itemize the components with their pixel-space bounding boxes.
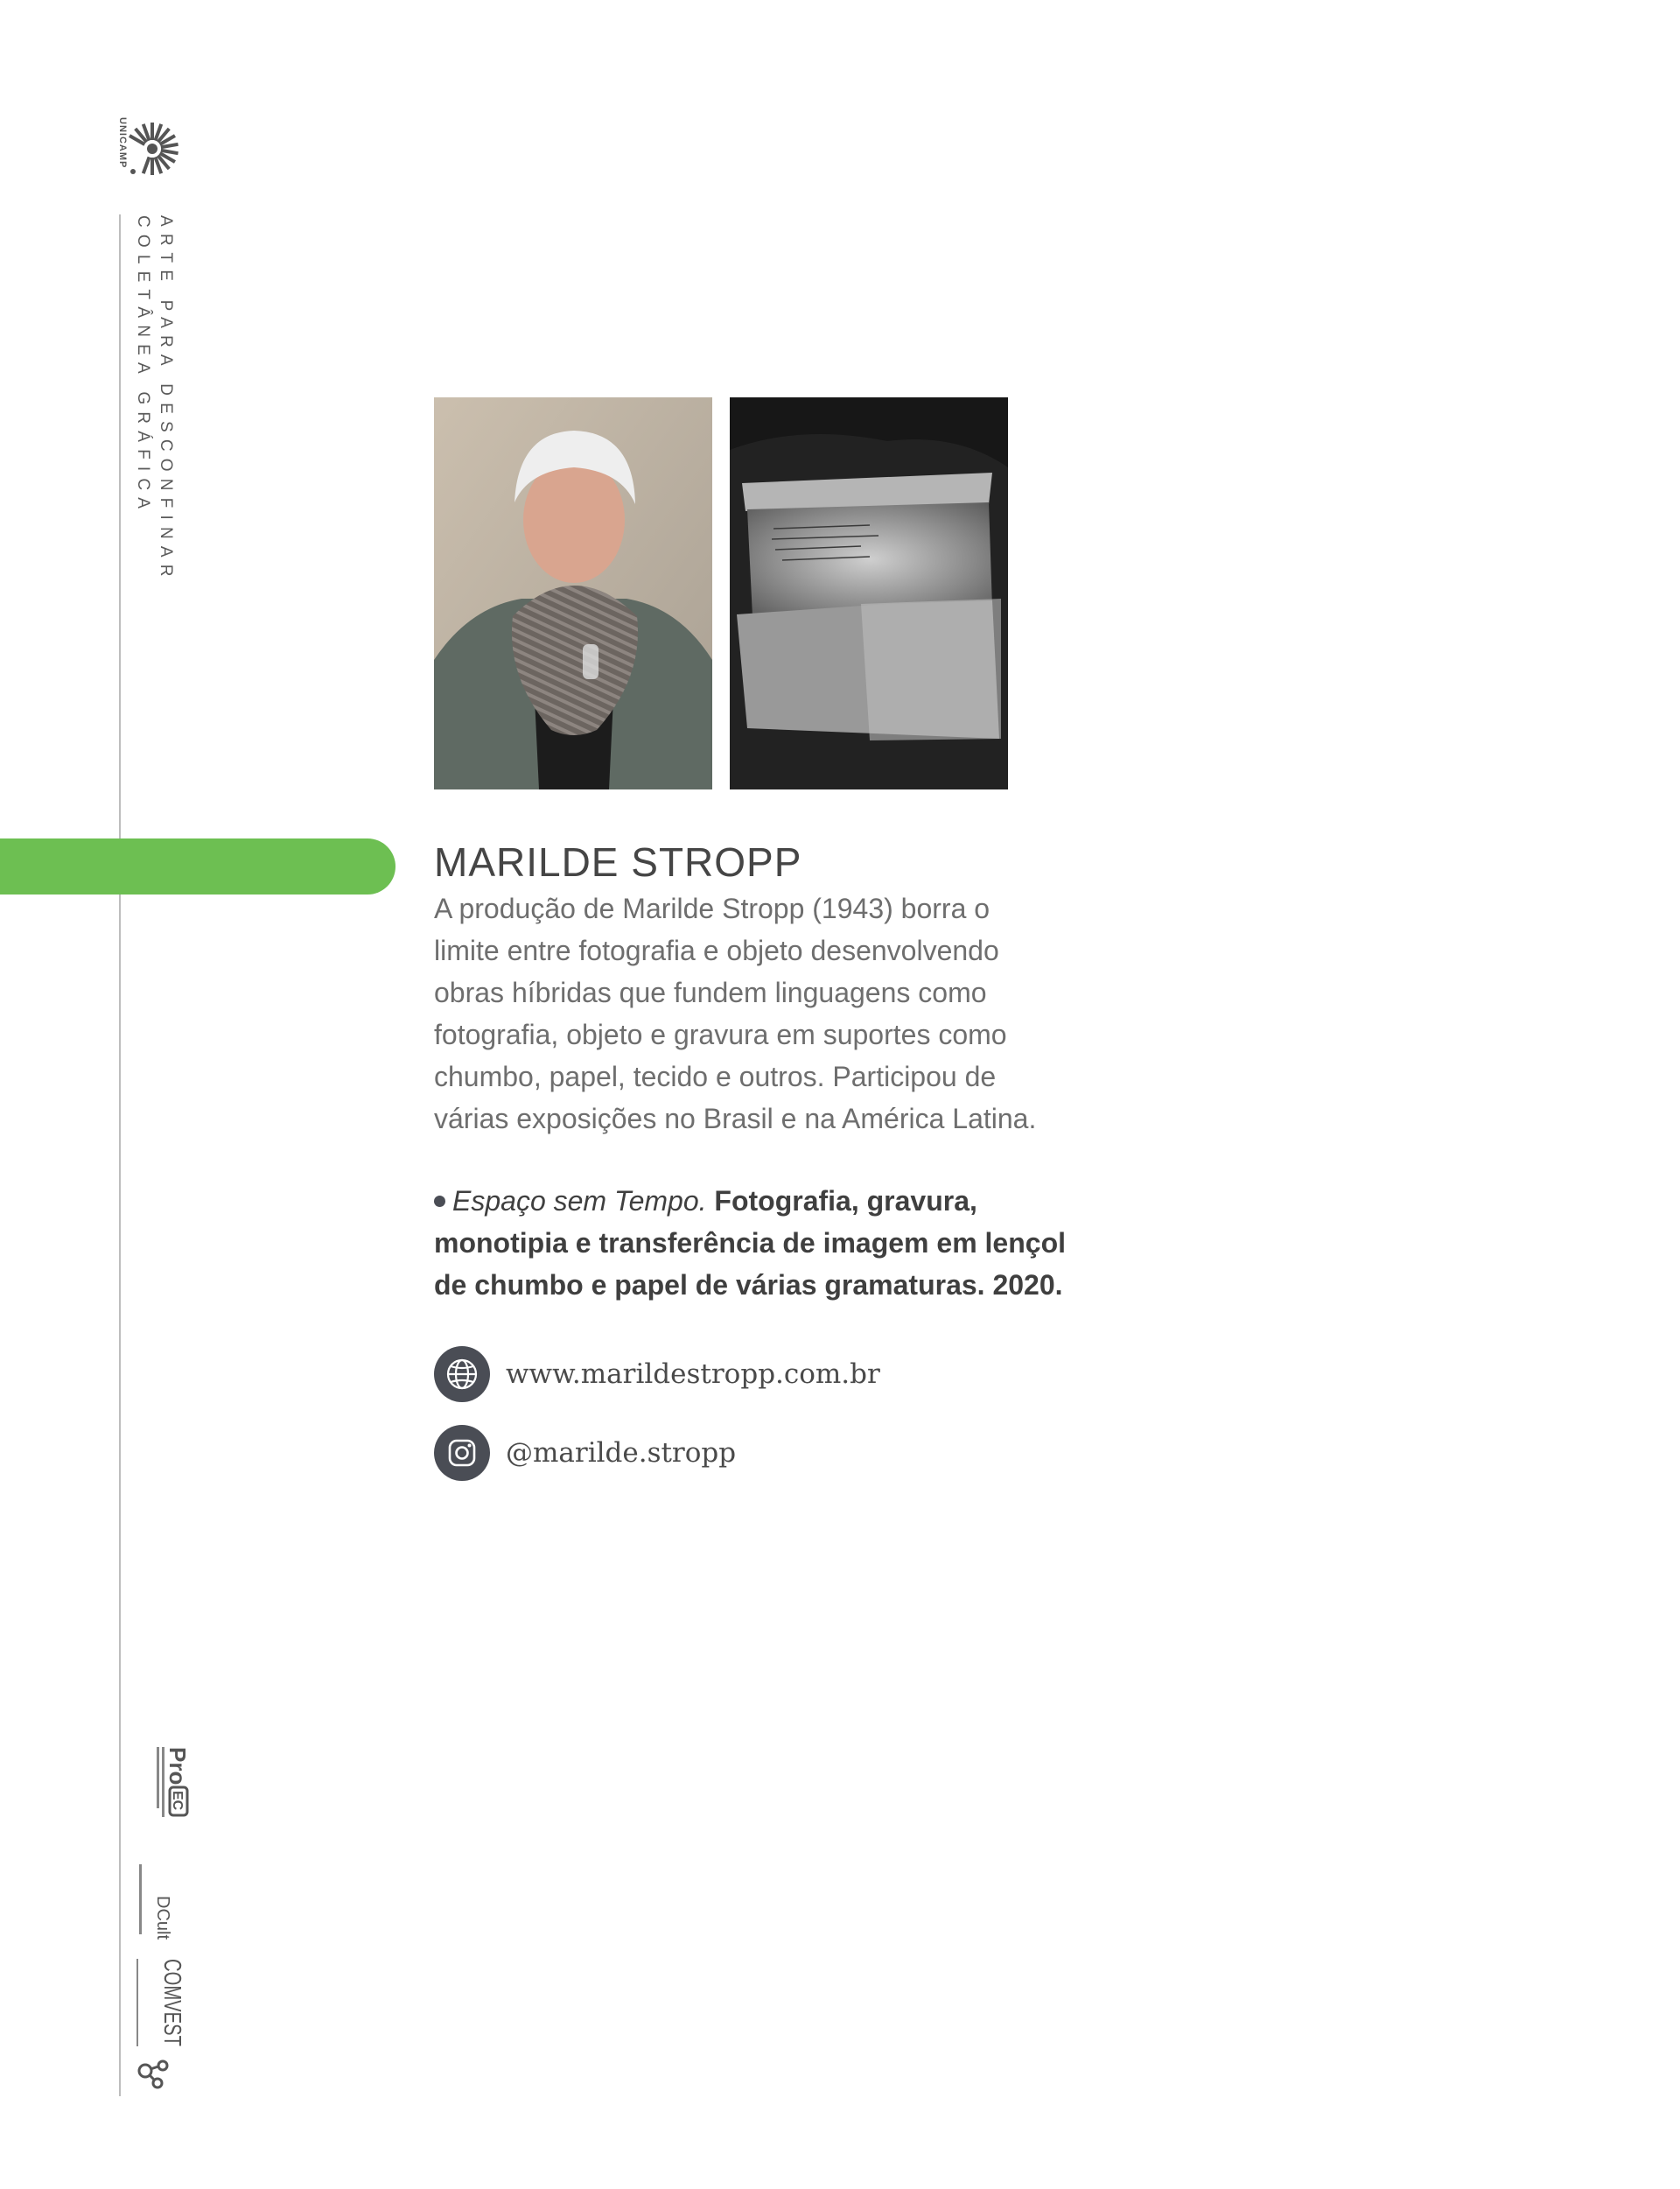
bio-line: limite entre fotografia e objeto desenvolvendo [434,935,999,966]
collection-title-line-1: ARTE PARA DESCONFINAR [157,215,175,584]
artwork-description-line: de chumbo e papel de várias gramaturas. 2020. [434,1269,1063,1301]
bio-line: várias exposições no Brasil e na América Latina. [434,1103,1037,1134]
artist-bio [434,888,1134,1140]
svg-text:Pro: Pro [164,1747,191,1786]
artwork-description: Fotografia, gravura, [706,1185,977,1217]
bio-line: obras híbridas que fundem linguagens como [434,977,987,1008]
collection-title-line-2: COLETÂNEA GRÁFICA [134,215,152,516]
svg-text:DCult: DCult [153,1896,172,1940]
sidebar-divider [119,214,121,2096]
unicamp-logo-text: UNICAMP [117,117,128,169]
website-contact[interactable] [434,1346,880,1402]
bio-line: fotografia, objeto e gravura em suportes como [434,1019,1007,1050]
artwork-photo [730,397,1008,789]
instagram-handle[interactable]: @marilde.stropp [506,1437,737,1469]
instagram-contact[interactable] [434,1425,736,1481]
bullet-icon [434,1196,445,1207]
artist-name: MARILDE STROPP [434,839,802,885]
dcult-logo [131,1861,177,1940]
bio-line: A produção de Marilde Stropp (1943) borra o [434,893,990,924]
svg-text:COMVEST: COMVEST [159,1959,186,2080]
artwork-description-line: monotipia e transferência de imagem em lençol [434,1227,1066,1259]
comvest-logo [131,1957,186,2088]
bio-line: chumbo, papel, tecido e outros. Participou de [434,1061,997,1092]
artwork-caption [434,1180,1134,1306]
instagram-icon [434,1425,490,1481]
svg-text:EC: EC [170,1791,185,1811]
accent-tab [0,838,396,895]
globe-icon [434,1346,490,1402]
artist-portrait-photo [434,397,712,789]
artwork-title: Espaço sem Tempo. [452,1185,707,1217]
website-link[interactable]: www.marildestropp.com.br [506,1358,880,1390]
proec-logo [131,1743,191,1828]
